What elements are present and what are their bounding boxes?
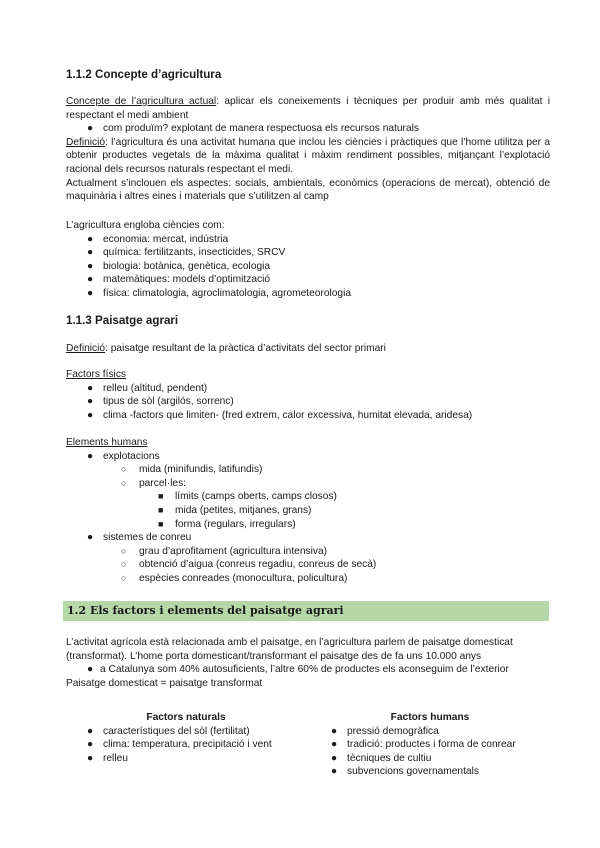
list-item-text: com produïm? explotant de manera respectuosa els recursos naturals [103, 123, 419, 135]
bullet-marker: ● [87, 247, 94, 259]
paisatge-definition [66, 342, 550, 356]
list-item-text: relleu [103, 752, 128, 764]
bullet-marker: ● [331, 739, 338, 751]
physical-factors-block [66, 368, 550, 422]
list-item-text: tipus de sòl (argilós, sorrenc) [103, 396, 234, 408]
human-factors-list [310, 725, 550, 779]
list-item [66, 246, 550, 260]
list-item-text: forma (regulars, irregulars) [175, 518, 296, 530]
human-factors-title: Factors humans [390, 712, 470, 723]
list-item-text: biologia: botànica, genètica, ecologia [103, 260, 271, 272]
list-item-text: química: fertilitzants, insecticides, SRCV [103, 247, 286, 259]
definition-label: Definició [66, 343, 106, 354]
bullet-marker: ● [87, 752, 94, 764]
list-item-text: subvencions governamentals [347, 766, 479, 778]
list-item-text: mida (petites, mitjanes, grans) [175, 504, 312, 516]
list-item-text: tradició: productes i forma de conrear [347, 739, 516, 751]
natural-factors-column [66, 711, 306, 765]
list-item-text: característiques del sòl (fertilitat) [103, 725, 250, 737]
circle-marker: ○ [121, 545, 127, 556]
list-item-text: espècies conreades (monocultura, policultura) [139, 572, 348, 584]
natural-factors-list [66, 725, 306, 766]
list-item [66, 382, 550, 396]
list-item-text: sistemes de conreu [103, 532, 192, 544]
sciences-list [66, 233, 550, 301]
list-item-text: tècniques de cultiu [347, 752, 432, 764]
square-marker: ■ [158, 504, 164, 515]
list-item [66, 725, 306, 739]
physical-factors-label: Factors físics [66, 369, 127, 380]
list-item-text: límits (camps oberts, camps closos) [175, 491, 337, 503]
list-item [66, 490, 550, 504]
human-elements-label: Elements humans [66, 437, 148, 448]
list-item [66, 273, 550, 287]
list-item [66, 233, 550, 247]
bullet-marker: ● [87, 396, 94, 408]
concept-label: Concepte de l’agricultura actual [66, 96, 217, 107]
circle-marker: ○ [121, 559, 127, 570]
list-item [310, 738, 550, 752]
list-item [66, 463, 550, 477]
bullet-marker: ● [87, 725, 94, 737]
intro-paragraph: L’activitat agrícola està relacionada amb el paisatge, en l’agricultura parlem de paisatge domesticat (transformat). L’home porta domesticant/transformant el paisatge des de fa uns 10.000 anys [66, 637, 513, 662]
bullet-marker: ● [87, 532, 94, 544]
list-item [66, 572, 550, 586]
sciences-intro: L’agricultura engloba ciències com: [66, 220, 225, 231]
list-item [66, 518, 550, 532]
factors-intro-block [66, 636, 550, 690]
list-item [66, 752, 306, 766]
bullet-marker: ● [87, 409, 94, 421]
list-item [66, 260, 550, 274]
list-item-text: obtenció d’aigua (conreus regadiu, conreus de secà) [139, 559, 377, 571]
aspects-paragraph: Actualment s’inclouen els aspectes: socials, ambientals, econòmics (operacions de mercat), obtenció de maquinària i altres eines i materials que s’utilitzen al camp [66, 177, 550, 203]
list-item [66, 122, 550, 136]
definition-paragraph [66, 136, 550, 177]
heading-factors-elements: 1.2 Els factors i elements del paisatge agrari [67, 604, 344, 617]
list-item-text: grau d’aprofitament (agricultura intensiva) [139, 545, 327, 557]
physical-factors-list [66, 382, 550, 423]
heading-concepte-agricultura: 1.1.2 Concepte d’agricultura [66, 68, 222, 81]
definition-label: Definició [66, 136, 106, 148]
list-item-text: relleu (altitud, pendent) [103, 382, 208, 394]
bullet-marker: ● [331, 766, 338, 778]
square-marker: ■ [158, 518, 164, 529]
bullet-marker: ● [331, 725, 338, 737]
list-item [66, 531, 550, 545]
bullet-marker: ● [87, 382, 94, 394]
list-item [66, 450, 550, 464]
list-item [66, 738, 306, 752]
bullet-marker: ● [87, 664, 94, 676]
heading-paisatge-agrari: 1.1.3 Paisatge agrari [66, 314, 179, 327]
concept-text: : aplicar els coneixements i tècniques per produir amb més qualitat i respectant el medi ambient [66, 96, 550, 121]
list-item-text: física: climatologia, agroclimatologia, agrometeorologia [103, 287, 352, 299]
bullet-marker: ● [87, 123, 94, 135]
concept-block [66, 95, 550, 204]
natural-factors-title: Factors naturals [146, 712, 226, 723]
list-item [310, 725, 550, 739]
list-item [310, 765, 550, 779]
concept-list [66, 122, 550, 136]
list-item-text: clima: temperatura, precipitació i vent [103, 739, 272, 751]
circle-marker: ○ [121, 572, 127, 583]
list-item [66, 287, 550, 301]
list-item-text: economia: mercat, indústria [103, 233, 229, 245]
circle-marker: ○ [121, 464, 127, 475]
list-item-text: mida (minifundis, latifundis) [139, 464, 263, 476]
bullet-marker: ● [87, 450, 94, 462]
bullet-marker: ● [87, 260, 94, 272]
definition-text: : paisatge resultant de la pràctica d’activitats del sector primari [105, 343, 386, 354]
list-item-text: clima -factors que limiten- (fred extrem, calor excessiva, humitat elevada, aridesa) [103, 409, 473, 421]
list-item-text: explotacions [103, 450, 160, 462]
bullet-marker: ● [87, 274, 94, 286]
list-item-text: parcel·les: [139, 477, 186, 489]
list-item [66, 477, 550, 491]
intro-list [66, 663, 550, 677]
equation-line: Paisatge domesticat = paisatge transformat [66, 677, 263, 689]
list-item-text: a Catalunya som 40% autosuficients, l’altre 60% de productes els aconseguim de l’exterior [100, 664, 509, 676]
human-factors-column [310, 711, 550, 779]
list-item-text: matemàtiques: models d’optimització [103, 274, 271, 286]
bullet-marker: ● [87, 739, 94, 751]
bullet-marker: ● [87, 287, 94, 299]
list-item [66, 558, 550, 572]
list-item [310, 752, 550, 766]
section-band [63, 601, 549, 621]
sciences-block [66, 219, 550, 301]
list-item [66, 663, 550, 677]
human-elements-block [66, 436, 550, 586]
list-item [66, 409, 550, 423]
circle-marker: ○ [121, 477, 127, 488]
list-item [66, 545, 550, 559]
square-marker: ■ [158, 491, 164, 502]
human-elements-list [66, 450, 550, 586]
bullet-marker: ● [87, 233, 94, 245]
bullet-marker: ● [331, 752, 338, 764]
definition-text: : l’agricultura és una activitat humana que inclou les ciències i pràctiques que l’home utilitza per a obtenir productes vegetals de la màxima qualitat i màxim rendiment possibles, mitjançant l’explotació racional dels recursos naturals respectant el medi. [66, 136, 550, 175]
list-item [66, 395, 550, 409]
concept-paragraph [66, 95, 550, 122]
list-item [66, 504, 550, 518]
list-item-text: pressió demogràfica [347, 725, 439, 737]
